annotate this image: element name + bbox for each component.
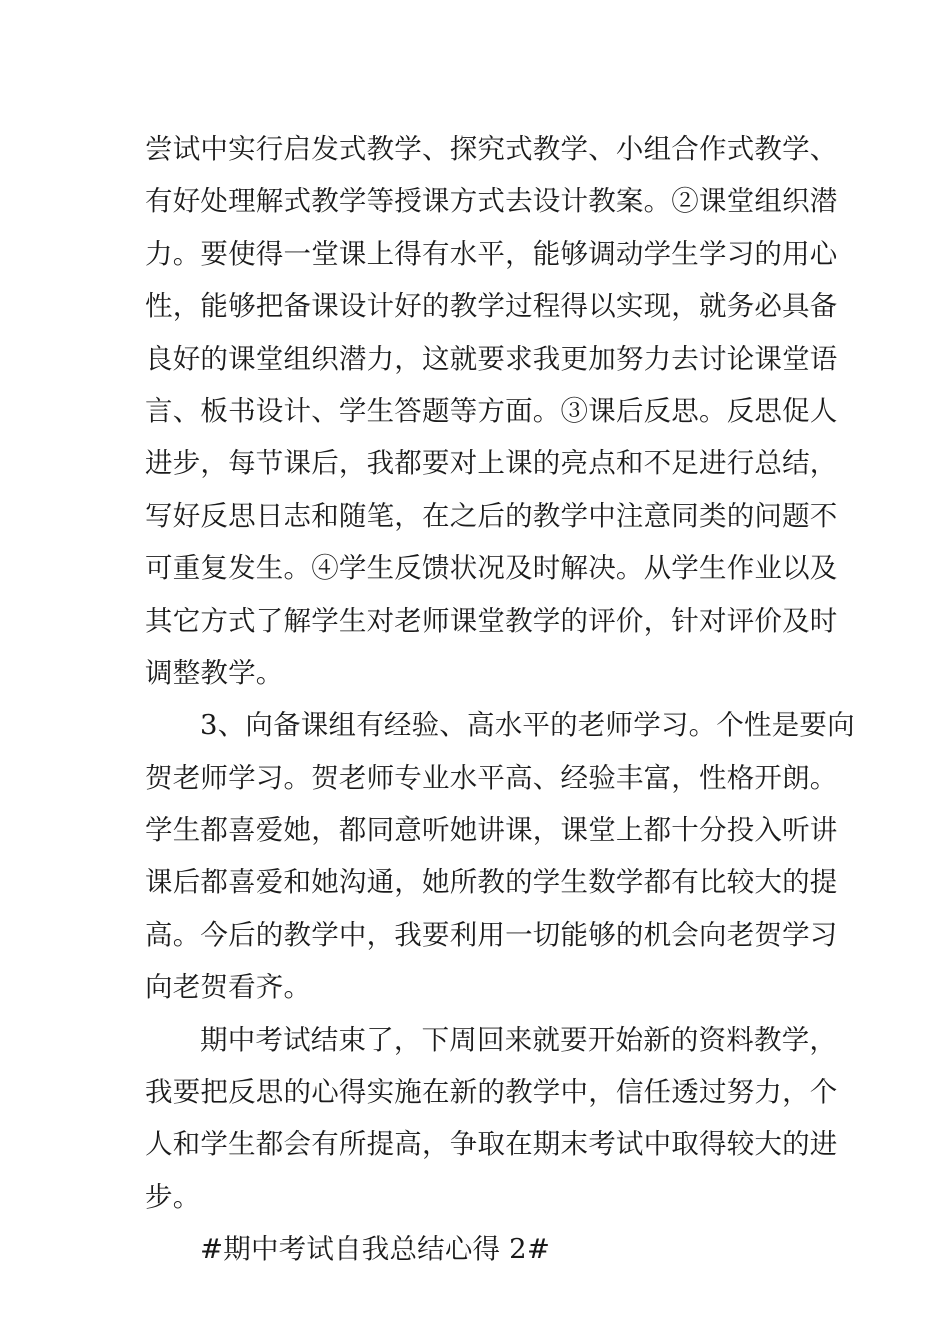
section-heading: #期中考试自我总结心得 2#: [200, 1233, 551, 1266]
text-line: 性，能够把备课设计好的教学过程得以实现，就务必具备: [145, 290, 838, 323]
text-line: 学生都喜爱她，都同意听她讲课，课堂上都十分投入听讲: [145, 814, 838, 847]
text-line: 可重复发生。④学生反馈状况及时解决。从学生作业以及: [145, 552, 838, 585]
text-line: 言、板书设计、学生答题等方面。③课后反思。反思促人: [145, 394, 838, 427]
text-line: 写好反思日志和随笔，在之后的教学中注意同类的问题不: [145, 499, 838, 532]
text-line: 高。今后的教学中，我要利用一切能够的机会向老贺学习: [145, 918, 838, 951]
text-line: 向老贺看齐。: [145, 971, 312, 1004]
text-line: 其它方式了解学生对老师课堂教学的评价，针对评价及时: [145, 604, 838, 637]
text-line: 人和学生都会有所提高，争取在期末考试中取得较大的进: [145, 1128, 838, 1161]
text-line: 贺老师学习。贺老师专业水平高、经验丰富，性格开朗。: [145, 761, 838, 794]
text-line: 尝试中实行启发式教学、探究式教学、小组合作式教学、: [145, 133, 838, 165]
text-line: 我要把反思的心得实施在新的教学中，信任透过努力，个: [145, 1076, 838, 1109]
document-body: [145, 123, 855, 1276]
paragraph-start-line: 期中考试结束了，下周回来就要开始新的资料教学，: [200, 1023, 838, 1056]
text-line: 课后都喜爱和她沟通，她所教的学生数学都有比较大的提: [145, 866, 838, 899]
text-line: 进步，每节课后，我都要对上课的亮点和不足进行总结，: [145, 447, 838, 480]
text-line: 步。: [145, 1180, 201, 1213]
paragraph-start-line: 3、向备课组有经验、高水平的老师学习。个性是要向: [200, 709, 855, 742]
text-line: 力。要使得一堂课上得有水平，能够调动学生学习的用心: [145, 237, 838, 270]
text-line: 调整教学。: [145, 656, 284, 689]
text-line: 有好处理解式教学等授课方式去设计教案。②课堂组织潜: [145, 185, 838, 218]
text-line: 良好的课堂组织潜力，这就要求我更加努力去讨论课堂语: [145, 342, 838, 375]
